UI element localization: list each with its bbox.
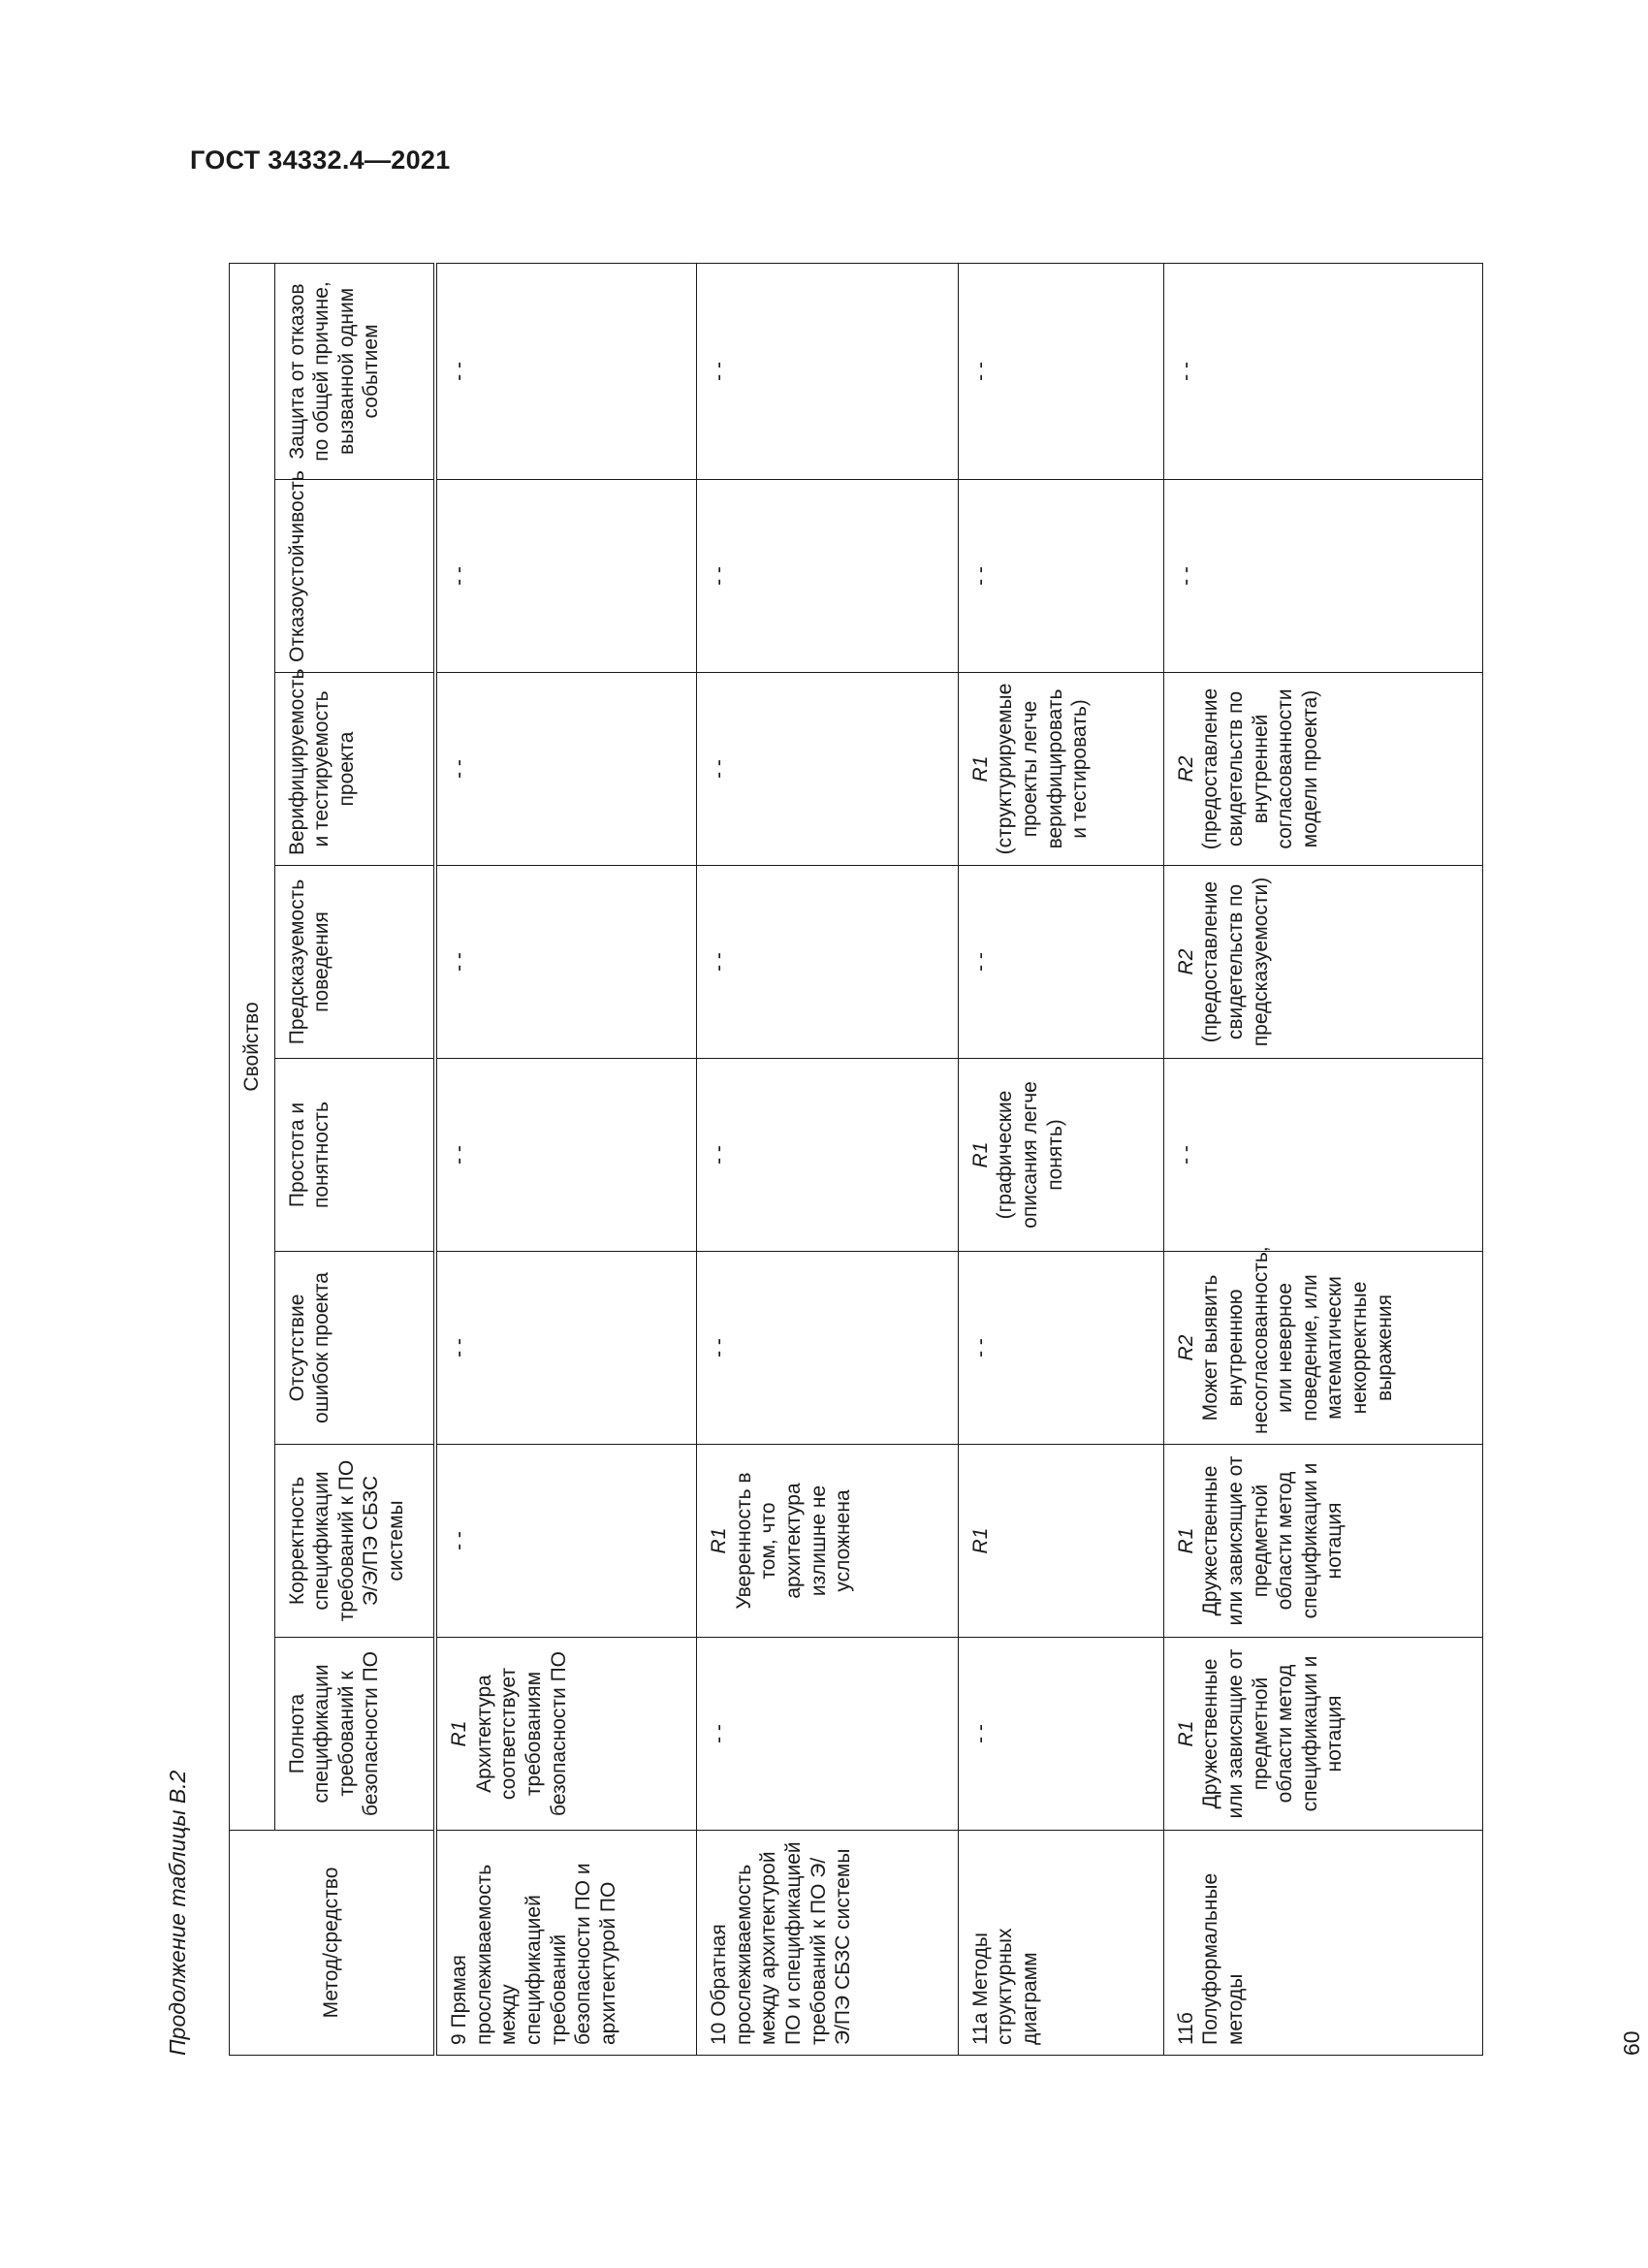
property-cell — [697, 480, 959, 673]
property-cell — [697, 673, 959, 866]
cell-text: - - — [448, 362, 471, 381]
column-header: Отказоустойчивость — [274, 480, 435, 673]
cell-text: Может выявить внутреннюю несогласованность, или неверное поведение, или математически некорректные выражения — [1199, 1246, 1396, 1434]
rating-label: R2 — [1174, 948, 1197, 975]
property-cell — [1163, 1638, 1482, 1831]
property-cell — [697, 1445, 959, 1638]
cell-text: Дружественные или зависящие от предметной области метод спецификации и нотация — [1199, 1455, 1347, 1626]
rating-label: R1 — [968, 1141, 992, 1168]
method-cell: 10 Обратная прослеживаемость между архитектурой ПО и спецификацией требований к ПО Э/Э/ПЭ СБЗС системы — [697, 1831, 959, 2056]
property-cell — [958, 1638, 1163, 1831]
rating-label: R1 — [1174, 1527, 1197, 1554]
cell-text: - - — [708, 952, 731, 972]
table-row — [1163, 263, 1482, 2055]
method-cell: 11б Полуформальные методы — [1163, 1831, 1482, 2056]
property-cell — [1163, 1445, 1482, 1638]
rating-label: R1 — [968, 755, 992, 783]
property-cell — [435, 263, 697, 479]
property-cell — [697, 1638, 959, 1831]
cell-text: - - — [708, 566, 731, 586]
property-cell — [958, 673, 1163, 866]
cell-text: - - — [968, 1338, 992, 1358]
property-cell — [697, 1059, 959, 1252]
column-header: Предсказуемость поведения — [274, 866, 435, 1059]
cell-text: - - — [968, 1724, 992, 1743]
property-cell — [1163, 866, 1482, 1059]
table-row — [697, 263, 959, 2055]
property-cell — [435, 673, 697, 866]
rating-label: R2 — [1174, 1334, 1197, 1361]
property-cell — [958, 480, 1163, 673]
cell-text: - - — [708, 362, 731, 381]
rating-label: R1 — [708, 1527, 731, 1554]
rating-label: R2 — [1174, 755, 1197, 783]
column-header: Отсутствие ошибок проекта — [274, 1252, 435, 1445]
rating-label: R1 — [448, 1720, 471, 1747]
property-cell — [958, 1445, 1163, 1638]
property-cell — [1163, 480, 1482, 673]
cell-text: Дружественные или зависящие от предметной области метод спецификации и нотация — [1199, 1648, 1347, 1819]
cell-text: - - — [448, 1531, 471, 1550]
cell-text: - - — [708, 1338, 731, 1358]
table-caption: Продолжение таблицы В.2 — [165, 1770, 190, 2056]
method-column-header: Метод/средство — [230, 1831, 436, 2056]
column-header: Полнота спецификации требований к безопасности ПО — [274, 1638, 435, 1831]
column-header: Простота и понятность — [274, 1059, 435, 1252]
cell-text: (структурируемые проекты легче верифицировать и тестировать) — [994, 683, 1092, 855]
property-cell — [1163, 673, 1482, 866]
cell-text: - - — [448, 952, 471, 972]
property-cell — [435, 1059, 697, 1252]
method-cell: 11а Методы структурных диаграмм — [958, 1831, 1163, 2056]
property-cell — [697, 866, 959, 1059]
property-cell — [697, 263, 959, 479]
cell-text: - - — [1174, 566, 1197, 586]
property-cell — [958, 1252, 1163, 1445]
property-cell — [697, 1252, 959, 1445]
cell-text: - - — [448, 1145, 471, 1165]
cell-text: - - — [968, 566, 992, 586]
method-cell: 9 Прямая прослеживаемость между спецификацией требований безопасности ПО и архитектурой ПО — [435, 1831, 697, 2056]
property-cell — [958, 866, 1163, 1059]
property-group-header: Свойство — [230, 263, 275, 1830]
property-cell — [1163, 1246, 1482, 1445]
property-cell — [1163, 1059, 1482, 1252]
cell-text: - - — [1174, 1145, 1197, 1165]
document-code: ГОСТ 34332.4—2021 — [190, 145, 451, 175]
cell-text: (предоставление свидетельств по внутренней согласованности модели проекта) — [1199, 687, 1321, 850]
property-cell — [435, 1445, 697, 1638]
property-cell — [435, 1252, 697, 1445]
property-cell — [958, 1059, 1163, 1252]
rating-label: R1 — [968, 1527, 992, 1554]
cell-text: - - — [448, 759, 471, 779]
cell-text: - - — [708, 1724, 731, 1743]
cell-text: - - — [708, 1145, 731, 1165]
property-cell — [958, 263, 1163, 479]
property-cell — [435, 1638, 697, 1831]
cell-text: - - — [708, 759, 731, 779]
properties-table — [229, 263, 1483, 2056]
cell-text: - - — [448, 1338, 471, 1358]
property-cell — [435, 480, 697, 673]
cell-text: - - — [1174, 362, 1197, 381]
table-row — [958, 263, 1163, 2055]
cell-text: Архитектура соответствует требованиям безопасности ПО — [472, 1650, 570, 1817]
cell-text: - - — [968, 362, 992, 381]
property-cell — [1163, 263, 1482, 479]
cell-text: Уверенность в том, что архитектура излишне не усложнена — [732, 1472, 855, 1610]
rotated-page-content: Продолжение таблицы В.2 Метод/средство Свойство Полнота спецификации требований к безопасности ПО Корректность спецификации требований к ПО Э/Э/ПЭ СБЗС системы Отсутствие ошибок проекта Простота и понятность Предсказуемость поведения Верифицируемость и тестируемость проекта Отказоустойчивость Защита от отказов по общей причине, вызванной одним событием 9 Прямая прослеживаемость между спецификацией требований безопасности ПО и архитектурой ПО R1 Архитектура соответствует требованиям безопасности ПО - - - - - - - - - - - - - - 10 Обратная прослеживаемость между архитектурой ПО и спецификацией требований к ПО Э/Э/ПЭ СБЗС системы - - R1 Уверенность в том, что архитектура излишне не усложнена - - - - - - - - - - - - 11а Методы структурных диаграмм - - R1 - - R1 (графические описания легче понять) - - R1 (структурируемые проекты легче верифицировать и тестировать) - - - - 11б Полуформальные методы R1 Дружественные или зависящие от предметной области метод спецификации и нотация R1 Дружественные или зависящие от предметной области метод спецификации и нотация R2 Может выявить внутреннюю несогласованность, или неверное поведение, или математически некорректные выражения - - R2 (предоставление свидетельств по предсказуемости) R2 (предоставление свидетельств по внутренней согласованности модели проекта) - - - - 60 — [165, 262, 1648, 2056]
cell-text: (предоставление свидетельств по предсказуемости) — [1199, 877, 1272, 1047]
column-header: Корректность спецификации требований к ПО Э/Э/ПЭ СБЗС системы — [274, 1445, 435, 1638]
column-header: Защита от отказов по общей причине, вызванной одним событием — [274, 263, 435, 479]
cell-text: (графические описания легче понять) — [994, 1081, 1066, 1229]
table-row — [435, 263, 697, 2055]
cell-text: - - — [448, 566, 471, 586]
column-header: Верифицируемость и тестируемость проекта — [274, 673, 435, 866]
cell-text: - - — [968, 952, 992, 972]
rating-label: R1 — [1174, 1720, 1197, 1747]
property-cell — [435, 866, 697, 1059]
